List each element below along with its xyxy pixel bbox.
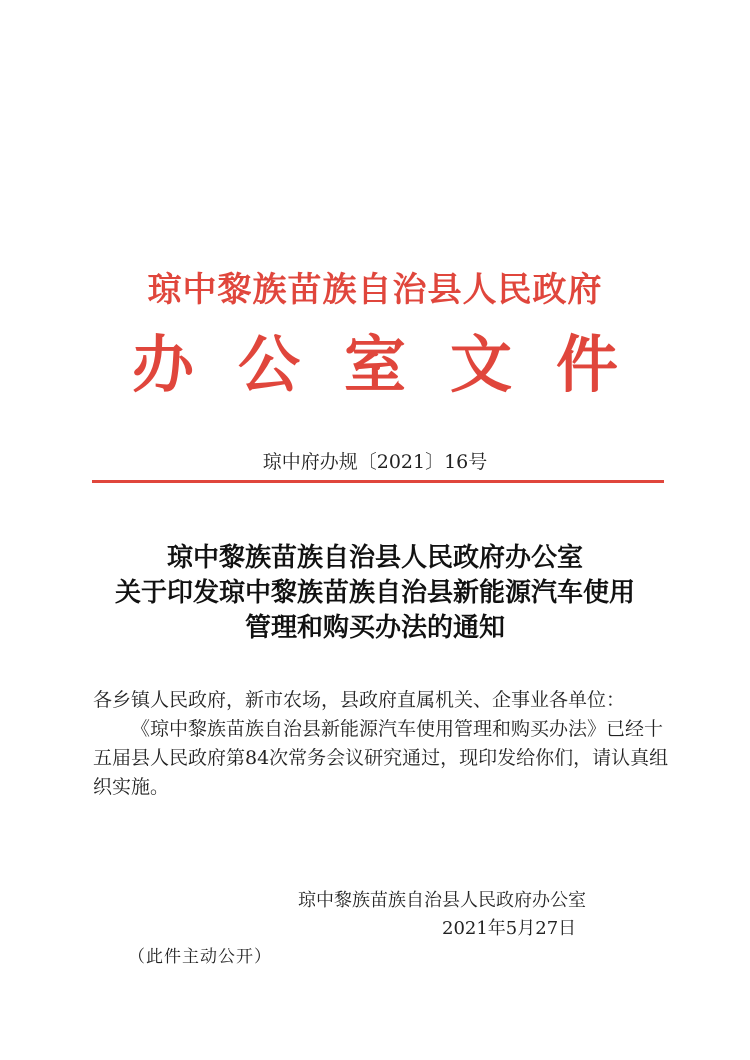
red-divider-line [92, 480, 664, 483]
document-body [93, 686, 673, 802]
issuer-heading: 琼中黎族苗族自治县人民政府 [147, 270, 603, 310]
title-line-2: 关于印发琼中黎族苗族自治县新能源汽车使用 [114, 578, 635, 608]
title-line-3: 管理和购买办法的通知 [244, 613, 505, 643]
title-line-1: 琼中黎族苗族自治县人民政府办公室 [166, 543, 583, 573]
disclosure-note: （此件主动公开） [128, 947, 272, 967]
document-type-heading: 办公室文件 [131, 328, 662, 401]
document-number: 琼中府办规〔2021〕16号 [262, 451, 488, 473]
signing-office: 琼中黎族苗族自治县人民政府办公室 [298, 890, 586, 911]
document-title [0, 541, 750, 646]
signing-date: 2021年5月27日 [442, 918, 577, 939]
addressee-line: 各乡镇人民政府，新市农场，县政府直属机关、企事业各单位： [93, 689, 626, 711]
body-paragraph: 《琼中黎族苗族自治县新能源汽车使用管理和购买办法》已经十五届县人民政府第84次常务会议研究通过，现印发给你们，请认真组织实施。 [93, 718, 669, 798]
